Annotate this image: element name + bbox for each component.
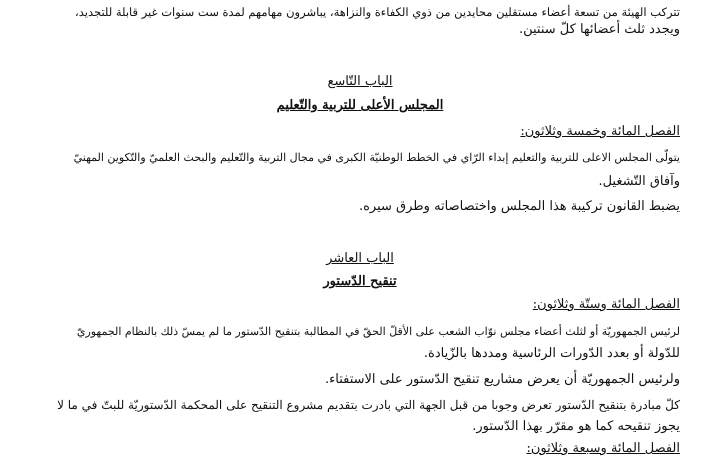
article135-label: الفصل المائة وخمسة وثلاثون: xyxy=(520,124,680,139)
article135-p1-line1: يتولّى المجلس الاعلى للتربية والتعليم إبداء الرّاي في الخطط الوطنيّة الكبرى في مجال التربية والتّعليم والبحث العلميّ والتّكوين المهنيّ xyxy=(73,151,680,164)
article136-p1-line2: للدّولة أو بعدد الدّورات الرئاسية ومددها بالزّيادة. xyxy=(423,346,680,361)
intro-line-1: تتركب الهيئة من تسعة أعضاء مستقلين محايدين من ذوي الكفاءة والنزاهة، يباشرون مهامهم لمدة ست سنوات غير قابلة للتجديد، xyxy=(75,5,680,19)
article136-p1-line1: لرئيس الجمهوريّة أو لثلث أعضاء مجلس نوّاب الشعب على الأقلّ الحقّ في المطالبة بتنقيح الدّستور ما لم يمسّ ذلك بالنظام الجمهوريّ xyxy=(76,325,680,338)
article136-p3-line1: كلّ مبادرة بتنقيح الدّستور تعرض وجوبا من قبل الجهة التي بادرت بتقديم مشروع التنقيح على المحكمة الدّستوريّة للبتّ في ما لا xyxy=(57,398,680,412)
article136-p2: ولرئيس الجمهوريّة أن يعرض مشاريع تنقيح الدّستور على الاستفتاء. xyxy=(325,372,680,387)
article135-p2: يضبط القانون تركيبة هذا المجلس واختصاصاته وطرق سيره. xyxy=(358,199,680,214)
article135-p1-line2: وآفاق التّشغيل. xyxy=(598,174,680,189)
chapter9-heading: الباب التّاسع xyxy=(327,74,393,89)
article136-label: الفصل المائة وستّة وثلاثون: xyxy=(532,297,680,312)
article136-p3-line2: يجوز تنقيحه كما هو مقرّر بهذا الدّستور. xyxy=(472,419,680,434)
chapter10-title: تنقيح الدّستور xyxy=(323,274,397,289)
intro-line-2: ويجدد ثلث أعضائها كلّ سنتين. xyxy=(518,22,680,37)
article137-label: الفصل المائة وسبعة وثلاثون: xyxy=(526,441,680,456)
chapter10-heading: الباب العاشر xyxy=(326,251,394,266)
chapter9-title: المجلس الأعلى للتربية والتّعليم xyxy=(276,98,444,113)
